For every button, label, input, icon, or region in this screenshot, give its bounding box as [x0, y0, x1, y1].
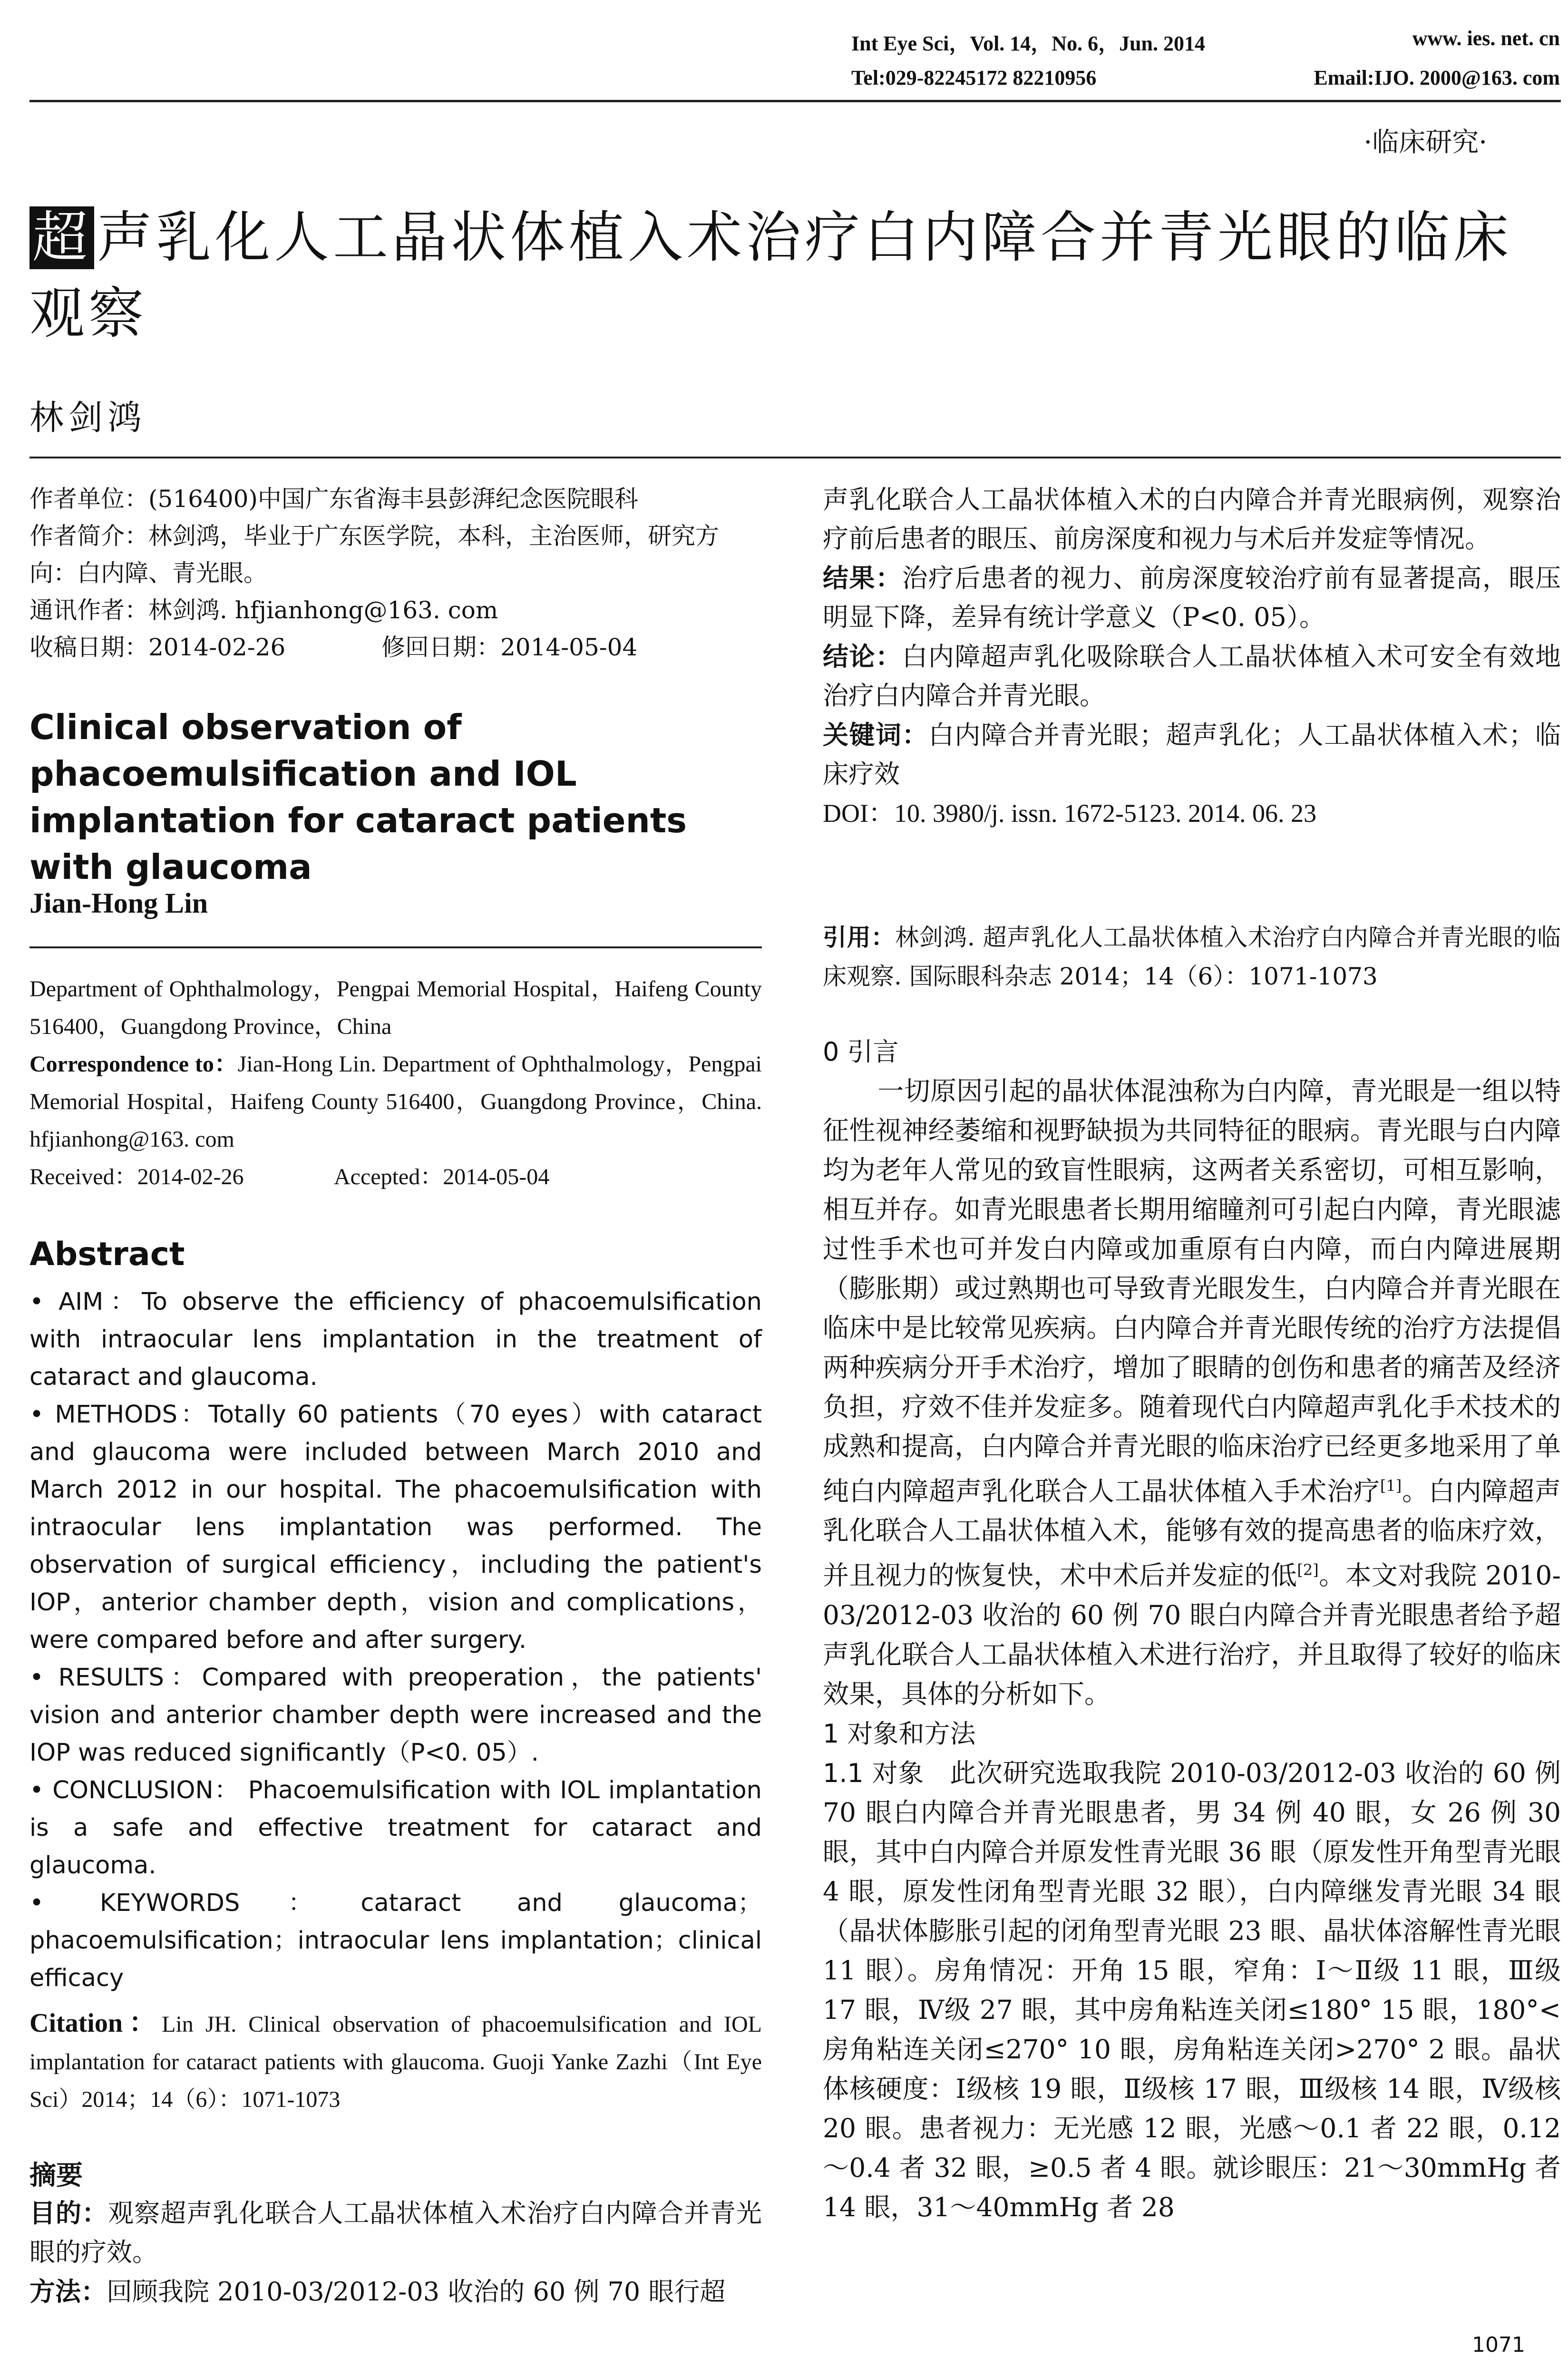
english-author: Jian-Hong Lin	[29, 887, 208, 919]
english-author-rule	[29, 946, 762, 948]
author-info-cn	[29, 480, 762, 666]
abstract-cn-results-text: 治疗后患者的视力、前房深度较治疗前有显著提高，眼压明显下降，差异有统计学意义（P<0. 05）。	[823, 563, 1561, 632]
abstract-keywords: • KEYWORDS：cataract and glaucoma；phacoemulsification；intraocular lens implantation；clinical efficacy	[29, 1889, 762, 1992]
citation-en	[29, 2005, 762, 2118]
intro-paragraph	[823, 1072, 1561, 1714]
journal-citation: Int Eye Sci，Vol. 14，No. 6，Jun. 2014	[851, 32, 1206, 55]
accepted-date-en: Accepted：2014-05-04	[334, 1164, 550, 1189]
abstract-cn-conclusion-label: 结论：	[823, 641, 902, 672]
dates-cn	[29, 629, 762, 666]
abstract-cn-keywords	[823, 715, 1561, 794]
abstract-cn-aim	[29, 2193, 762, 2272]
english-dates	[29, 1158, 762, 1196]
abstract-cn-methods-text-left: 回顾我院 2010-03/2012-03 收治的 60 例 70 眼行超	[107, 2277, 726, 2307]
abstract-conclusion: • CONCLUSION： Phacoemulsification with IOL implantation is a safe and effective treatment for cataract and glaucoma.	[29, 1776, 762, 1880]
subjects-label: 1.1 对象	[823, 1758, 924, 1788]
citation-en-label: Citation：	[29, 2008, 162, 2038]
article-body	[823, 1032, 1561, 2227]
article-title	[29, 200, 1561, 352]
correspondence-cn: 通讯作者：林剑鸿. hfjianhong@163. com	[29, 596, 498, 624]
abstract-cn-left	[29, 2193, 762, 2311]
abstract-methods: • METHODS：Totally 60 patients（70 eyes）with cataract and glaucoma were included between March 2010 and March 2012 in our hospital. The phacoemulsification with intraocular lens implantation was performed. The observation of surgical efficiency，including the patient's IOP，anterior chamber depth，vision and complications，were compared before and after surgery.	[29, 1401, 762, 1654]
abstract-cn-results-label: 结果：	[823, 563, 902, 593]
english-department: Department of Ophthalmology，Pengpai Memorial Hospital，Haifeng County 516400，Guangdong Province，China	[29, 976, 762, 1039]
affiliation-cn: 作者单位：(516400)中国广东省海丰县彭湃纪念医院眼科	[29, 485, 638, 513]
english-correspondence	[29, 1045, 762, 1158]
methods-heading: 1 对象和方法	[823, 1718, 976, 1749]
author-name-cn: 林剑鸿	[29, 398, 147, 438]
abstract-body	[29, 1283, 762, 1997]
abstract-cn-methods-left	[29, 2272, 762, 2311]
citation-cn-label: 引用：	[823, 923, 896, 951]
english-title: Clinical observation of phacoemulsification and IOL implantation for cataract patients with glaucoma	[29, 707, 687, 887]
correspondence-label: Correspondence to：	[29, 1052, 238, 1077]
english-affiliation-block	[29, 970, 762, 1196]
reference-2[interactable]: [2]	[1297, 1561, 1319, 1579]
abstract-results: • RESULTS：Compared with preoperation，the patients' vision and anterior chamber depth were increased and the IOP was reduced significantly（P<0. 05）.	[29, 1664, 762, 1767]
abstract-cn-methods-right: 声乳化联合人工晶状体植入术的白内障合并青光眼病例，观察治疗前后患者的眼压、前房深度和视力与术后并发症等情况。	[823, 485, 1561, 554]
intro-text-c: 。本文对我院 2010-03/2012-03 收治的 60 例 70 眼白内障合并青光眼患者给予超声乳化联合人工晶状体植入术进行治疗，并且取得了较好的临床效果，具体的分析如下。	[823, 1560, 1561, 1709]
title-text: 声乳化人工晶状体植入术治疗白内障合并青光眼的临床观察	[29, 205, 1512, 346]
section-tag: ·临床研究·	[1363, 127, 1487, 158]
abstract-cn-methods-label: 方法：	[29, 2276, 107, 2307]
header-rule	[29, 100, 1561, 102]
abstract-heading: Abstract	[29, 1236, 185, 1273]
running-header-contact-line	[851, 66, 1560, 90]
abstract-aim: • AIM：To observe the efficiency of phacoemulsification with intraocular lens implantation in the treatment of cataract and glaucoma.	[29, 1288, 762, 1391]
abstract-cn-conclusion	[823, 637, 1561, 715]
abstract-cn-heading: 摘要	[29, 2160, 83, 2191]
subjects-paragraph	[823, 1754, 1561, 2227]
citation-cn-text: 林剑鸿. 超声乳化人工晶状体植入术治疗白内障合并青光眼的临床观察. 国际眼科杂志 2014；14（6）：1071-1073	[823, 924, 1561, 990]
doi: DOI：10. 3980/j. issn. 1672-5123. 2014. 06. 23	[823, 799, 1316, 828]
received-date-cn: 收稿日期：2014-02-26	[29, 633, 286, 661]
abstract-cn-conclusion-text: 白内障超声乳化吸除联合人工晶状体植入术可安全有效地治疗白内障合并青光眼。	[823, 642, 1561, 711]
page-number: 1071	[1472, 2333, 1525, 2357]
abstract-cn-keywords-label: 关键词：	[823, 720, 928, 750]
abstract-cn-results	[823, 558, 1561, 637]
intro-heading: 0 引言	[823, 1037, 899, 1067]
bio-cn: 作者简介：林剑鸿，毕业于广东医学院，本科，主治医师，研究方向：白内障、青光眼。	[29, 522, 719, 587]
title-drop-char: 超	[29, 206, 94, 269]
abstract-cn-aim-label: 目的：	[29, 2198, 108, 2228]
intro-text-a: 一切原因引起的晶状体混浊称为白内障，青光眼是一组以特征性视神经萎缩和视野缺损为共同特征的眼病。青光眼与白内障均为老年人常见的致盲性眼病，这两者关系密切，可相互影响，相互并存。如青光眼患者长期用缩瞳剂可引起白内障，青光眼滤过性手术也可并发白内障或加重原有白内障，而白内障进展期（膨胀期）或过熟期也可导致青光眼发生，白内障合并青光眼在临床中是比较常见疾病。白内障合并青光眼传统的治疗方法提倡两种疾病分开手术治疗，增加了眼睛的创伤和患者的痛苦及经济负担，疗效不佳并发症多。随着现代白内障超声乳化手术技术的成熟和提高，白内障合并青光眼的临床治疗已经更多地采用了单纯白内障超声乳化联合人工晶状体植入手术治疗	[823, 1076, 1561, 1507]
running-header-journal-line	[851, 26, 1560, 57]
journal-tel: Tel:029-82245172 82210956	[851, 66, 1097, 89]
reference-1[interactable]: [1]	[1380, 1477, 1402, 1495]
citation-en-text: Lin JH. Clinical observation of phacoemulsification and IOL implantation for cataract patients with glaucoma. Guoji Yanke Zazhi（Int Eye Sci）2014；14（6）：1071-1073	[29, 2012, 762, 2112]
intro-text-b: 。白内障超声乳化联合人工晶状体植入术，能够有效的提高患者的临床疗效，并且视力的恢复快，术中术后并发症的低	[823, 1476, 1561, 1591]
journal-email: Email:IJO. 2000@163. com	[1314, 66, 1560, 89]
correspondence-text: Jian-Hong Lin. Department of Ophthalmology，Pengpai Memorial Hospital，Haifeng County 516400，Guangdong Province，China. hfjianhong@163. com	[29, 1052, 762, 1152]
received-date-en: Received：2014-02-26	[29, 1164, 244, 1189]
journal-website: www. ies. net. cn	[1412, 27, 1560, 50]
revised-date-cn: 修回日期：2014-05-04	[381, 633, 638, 661]
abstract-cn-right	[823, 480, 1561, 833]
subjects-text: 此次研究选取我院 2010-03/2012-03 收治的 60 例 70 眼白内障合并青光眼患者，男 34 例 40 眼，女 26 例 30 眼，其中白内障合并原发性青光眼 36 眼（原发性开角型青光眼 4 眼，原发性闭角型青光眼 32 眼），白内障继发青光眼 34 眼（晶状体膨胀引起的闭角型青光眼 23 眼、晶状体溶解性青光眼 11 眼）。房角情况：开角 15 眼，窄角：Ⅰ～Ⅱ级 11 眼，Ⅲ级 17 眼，Ⅳ级 27 眼，其中房角粘连关闭≤180° 15 眼，180°<房角粘连关闭≤270° 10 眼，房角粘连关闭>270° 2 眼。晶状体核硬度：Ⅰ级核 19 眼，Ⅱ级核 17 眼，Ⅲ级核 14 眼，Ⅳ级核 20 眼。患者视力：无光感 12 眼，光感～0.1 者 22 眼，0.12～0.4 者 32 眼，≥0.5 者 4 眼。就诊眼压：21～30mmHg 者 14 眼，31～40mmHg 者 28	[823, 1757, 1561, 2222]
citation-cn	[823, 918, 1561, 996]
title-rule	[29, 457, 1561, 458]
abstract-cn-keywords-text: 白内障合并青光眼；超声乳化；人工晶状体植入术；临床疗效	[823, 720, 1561, 789]
abstract-cn-aim-text: 观察超声乳化联合人工晶状体植入术治疗白内障合并青光眼的疗效。	[29, 2198, 762, 2267]
